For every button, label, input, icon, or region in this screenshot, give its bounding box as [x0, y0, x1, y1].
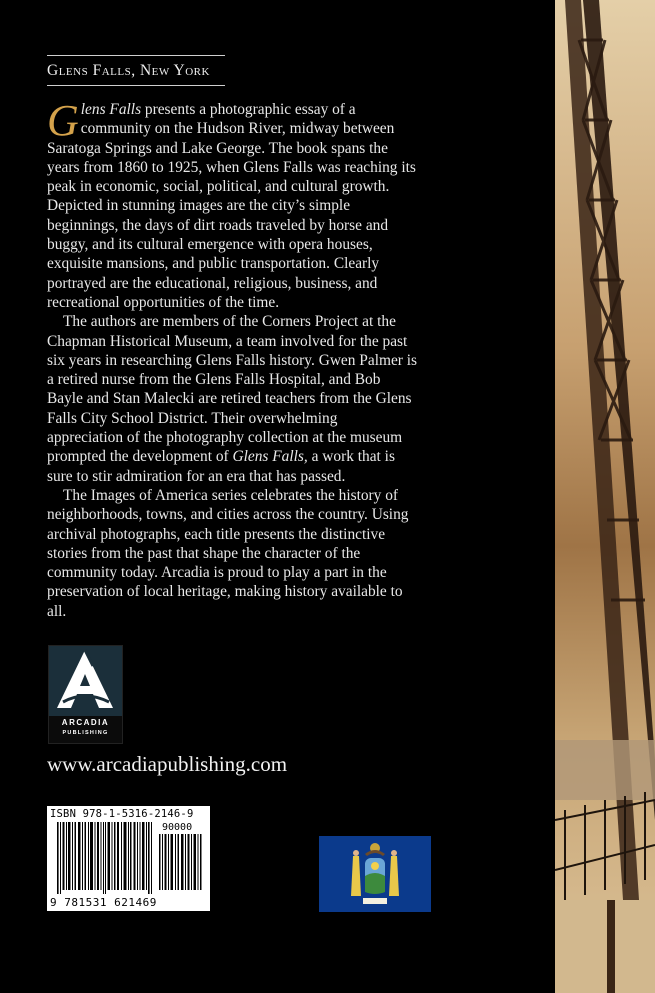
- back-cover-blurb: [47, 96, 418, 621]
- arcadia-logo: [48, 645, 123, 744]
- isbn-label: ISBN 978-1-5316-2146-9: [50, 808, 194, 820]
- bottom-rule: [47, 85, 225, 86]
- arcadia-a-icon: [49, 646, 122, 716]
- ean-digits: 9 781531 621469: [50, 896, 157, 909]
- bridge-photo: [555, 0, 655, 993]
- logo-name: ARCADIA: [61, 718, 110, 727]
- new-york-state-flag-icon: [319, 836, 431, 912]
- paragraph-2-text-b: a work that is sure to stir admiration for an era that has passed.: [47, 448, 395, 485]
- publisher-url[interactable]: www.arcadiapublishing.com: [47, 752, 288, 776]
- drop-cap: G: [47, 96, 79, 145]
- iron-bridge-truss-icon: [555, 0, 655, 993]
- paragraph-3: The Images of America series celebrates the history of neighborhoods, towns, and cities across the country. Using archival photographs, each title presents the distinctive stories from the past that shape the character of the community today. Arcadia is proud to play a part in the preservation of local heritage, making history available to all.: [47, 486, 409, 620]
- paragraph-2: [47, 312, 417, 486]
- price-code: 90000: [162, 822, 193, 833]
- new-york-flag: [319, 836, 431, 912]
- book-title-italic: lens Falls: [80, 101, 142, 118]
- logo-subname: PUBLISHING: [62, 730, 109, 736]
- top-rule: [47, 55, 225, 56]
- series-title: Glens Falls, New York: [47, 62, 210, 79]
- paragraph-2-text-a: The authors are members of the Corners Project at the Chapman Historical Museum, a team involved for the past six years in researching Glens Falls history. Gwen Palmer is a retired nurse from the Glens Falls Hospital, and Bob Bayle and Stan Malecki are retired teachers from the Glens Falls City School District. Their overwhelming appreciation of the photography collection at the museum prompted the development of: [47, 313, 418, 466]
- isbn-barcode: [47, 806, 210, 911]
- paragraph-2-italic: Glens Falls,: [232, 448, 308, 466]
- paragraph-1: [47, 96, 417, 312]
- paragraph-1-text: presents a photographic essay of a community on the Hudson River, midway between Saratoga Springs and Lake George. The book spans the years from 1860 to 1925, when Glens Falls was reaching its peak in economic, social, political, and cultural growth. Depicted in stunning images are the city’s simple beginnings, the days of dirt roads traveled by horse and buggy, and its cultural emergence with opera houses, exquisite mansions, and public transportation. Clearly portrayed are the educational, religious, business, and recreational opportunities of the time.: [47, 101, 416, 311]
- logo-emblem: [49, 646, 122, 716]
